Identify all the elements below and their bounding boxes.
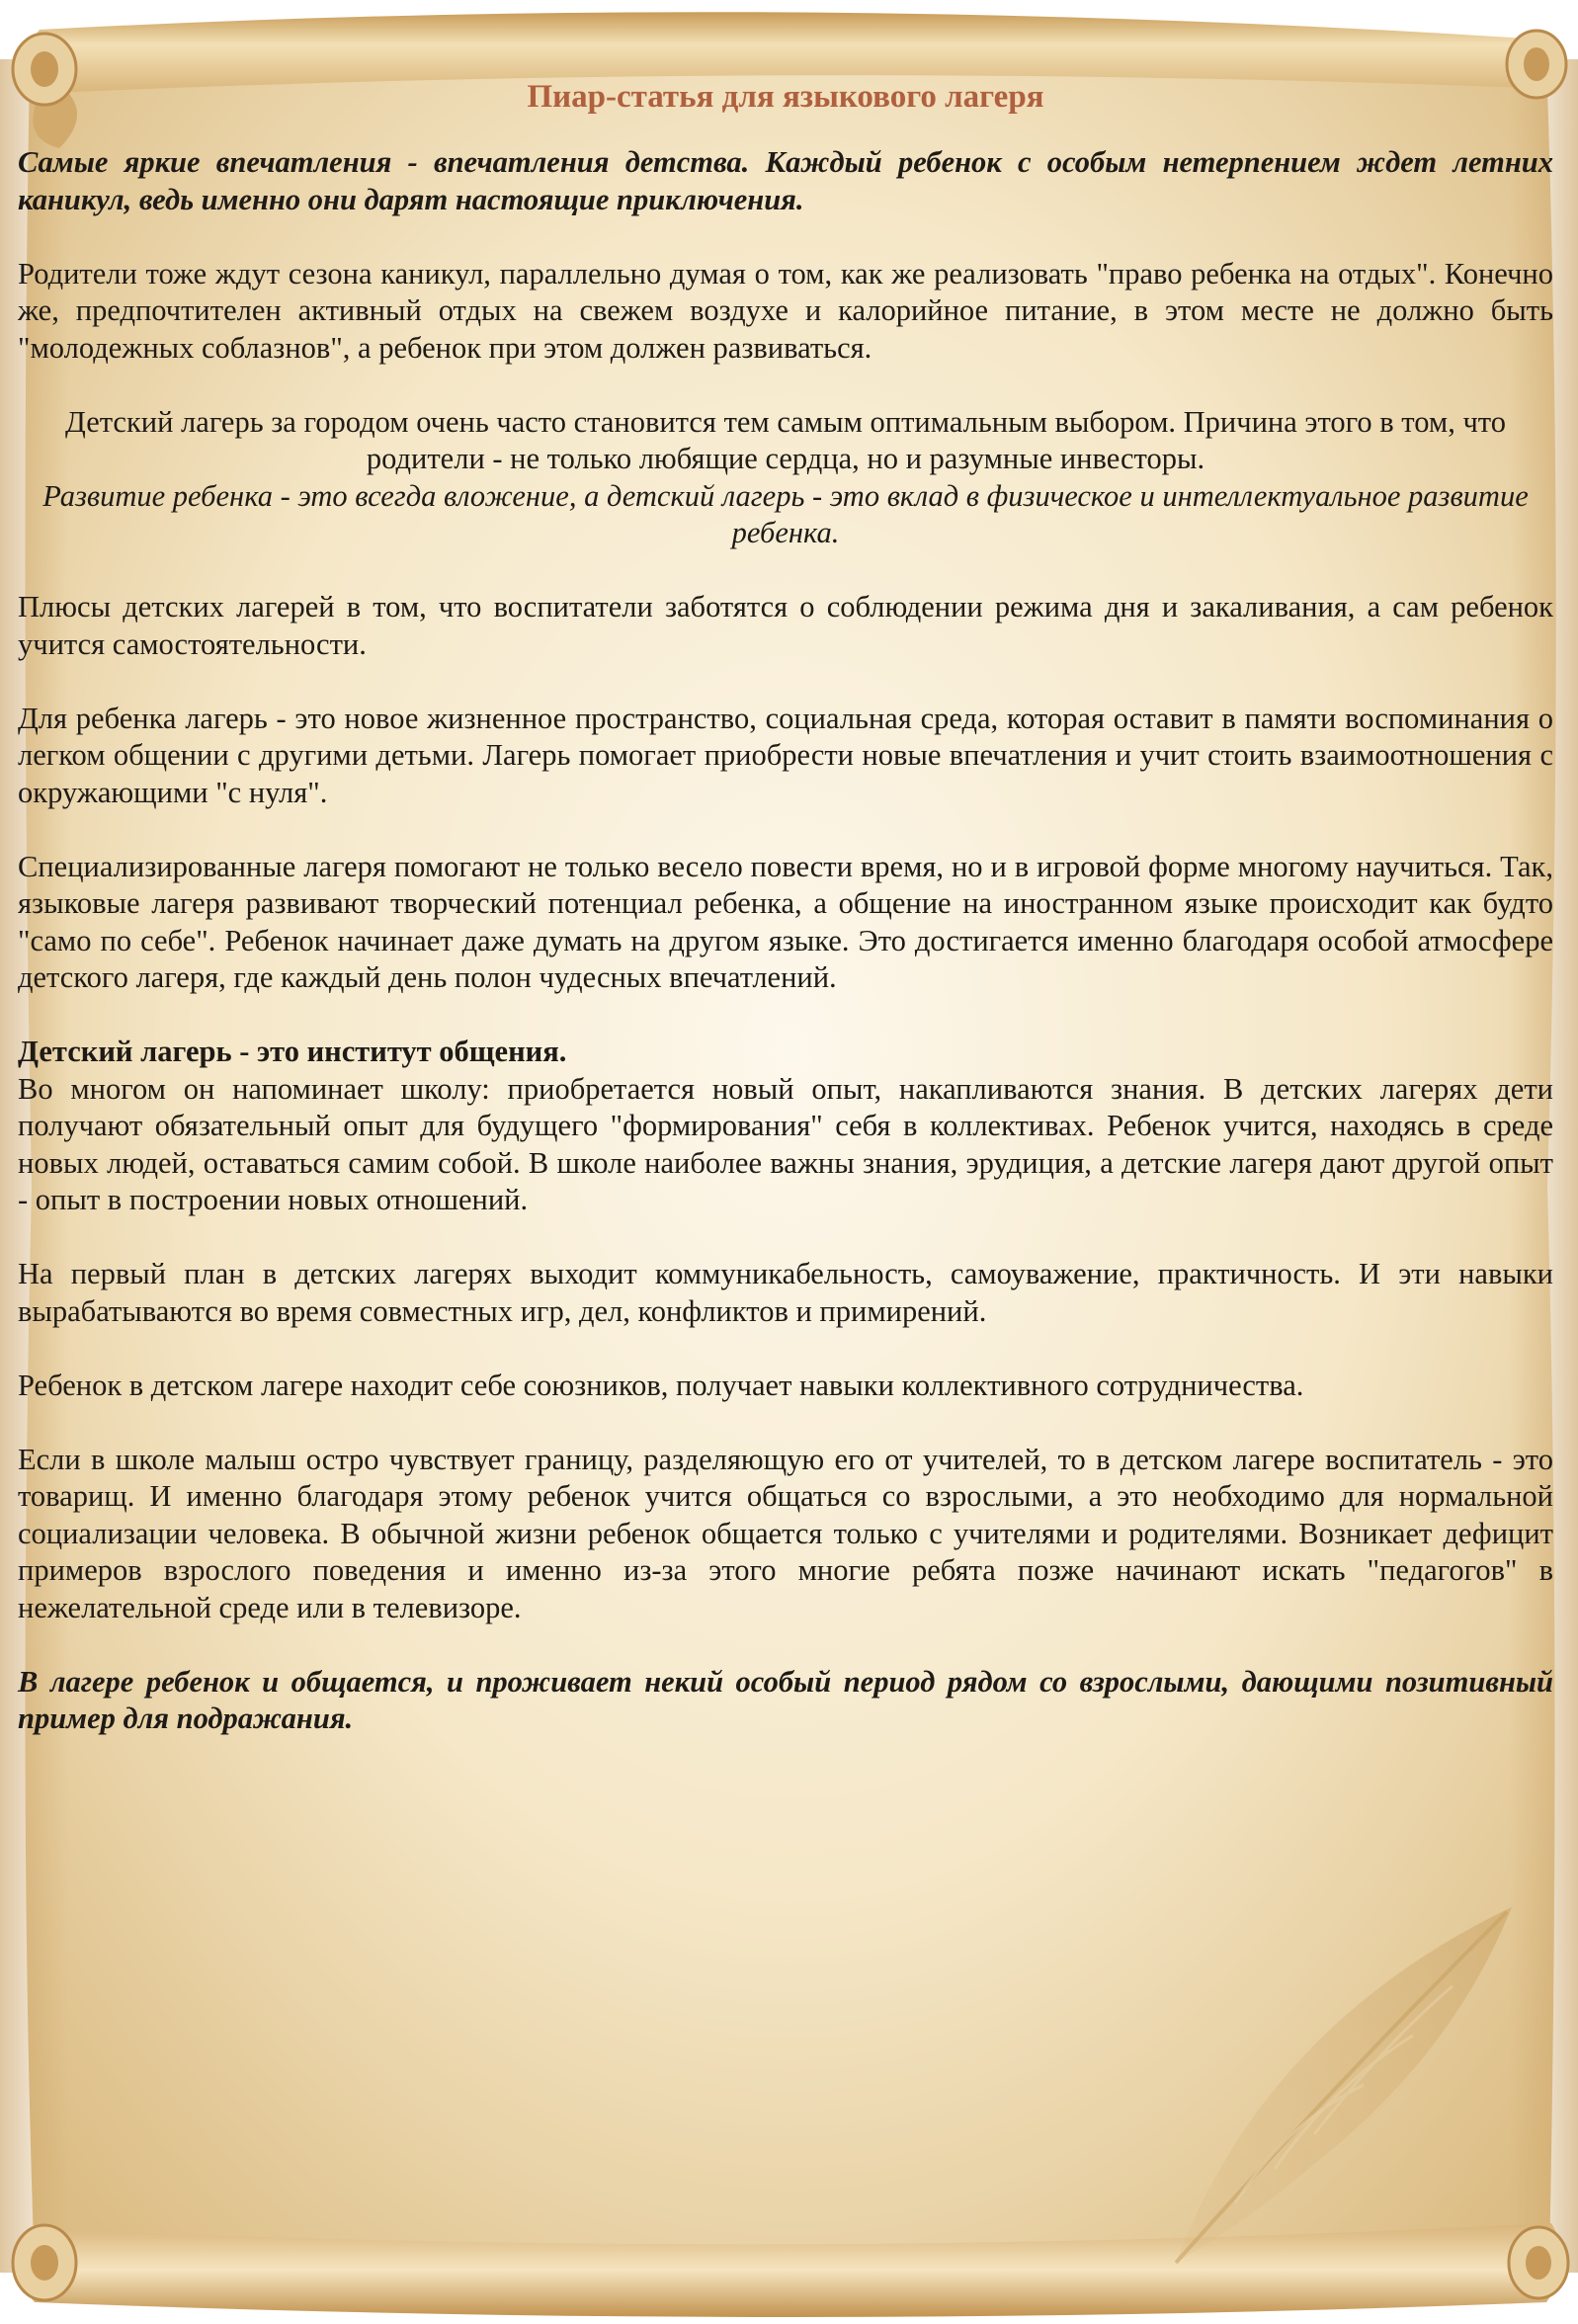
paragraph-investment: Развитие ребенка - это всегда вложение, а детский лагерь - это вклад в физическое и интеллектуальное развитие ребенка. [42,478,1529,549]
paragraph-school: Во многом он напоминает школу: приобретается новый опыт, накапливаются знания. В детских лагерях дети получают обязательный опыт для будущего "формирования" себя в коллективах. Ребенок учится, находясь в среде новых людей, оставаться самим собой. В школе наиболее важны знания, эрудиция, а детские лагеря дают другой опыт - опыт в построении новых отношений. [18,1071,1553,1216]
paragraph-institute-block [18,1034,1553,1219]
lead-paragraph: Самые яркие впечатления - впечатления детства. Каждый ребенок с особым нетерпением ждет летних каникул, ведь именно они дарят настоящие приключения. [18,145,1553,216]
paragraph-teachers: Если в школе малыш остро чувствует границу, разделяющую его от учителей, то в детском лагере воспитатель - это товарищ. И именно благодаря этому ребенок учится общаться со взрослыми, а это необходимо для нормальной социализации человека. В обычной жизни ребенок общается только с учителями и родителями. Возникает дефицит примеров взрослого поведения и именно из-за этого многие ребята позже начинают искать "педагогов" в нежелательной среде или в телевизоре. [18,1442,1553,1624]
paragraph-space: Для ребенка лагерь - это новое жизненное пространство, социальная среда, которая оставит в памяти воспоминания о легком общении с другими детьми. Лагерь помогает приобрести новые впечатления и учит стоить взаимоотношения с окружающими "с нуля". [18,701,1553,809]
page-title: Пиар-статья для языкового лагеря [527,79,1044,115]
paragraph-parents: Родители тоже ждут сезона каникул, параллельно думая о том, как же реализовать "право ребенка на отдых". Конечно же, предпочтителен активный отдых на свежем воздухе и калорийное питание, в этом месте не должно быть "молодежных соблазнов", а ребенок при этом должен развиваться. [18,256,1553,365]
paragraph-specialized: Специализированные лагеря помогают не только весело повести время, но и в игровой форме многому научиться. Так, языковые лагеря развивают творческий потенциал ребенка, а общение на иностранном языке происходит как будто "само по себе". Ребенок начинает даже думать на другом языке. Это достигается именно благодаря особой атмосфере детского лагеря, где каждый день полон чудесных впечатлений. [18,849,1553,994]
paragraph-allies: Ребенок в детском лагере находит себе союзников, получает навыки коллективного сотрудничества. [18,1368,1304,1402]
paragraph-choice: Детский лагерь за городом очень часто становится тем самым оптимальным выбором. Причина этого в том, что родители - не только любящие сердца, но и разумные инвесторы. [65,404,1506,475]
article [18,77,1553,1775]
closing-paragraph: В лагере ребенок и общается, и проживает некий особый период рядом со взрослыми, дающими позитивный пример для подражания. [18,1664,1553,1735]
paragraph-choice-block [18,404,1553,552]
paragraph-pluses: Плюсы детских лагерей в том, что воспитатели заботятся о соблюдении режима дня и закаливания, а сам ребенок учится самостоятельности. [18,590,1553,661]
heading-institute: Детский лагерь - это институт общения. [18,1035,567,1068]
paragraph-skills: На первый план в детских лагерях выходит коммуникабельность, самоуважение, практичность. И эти навыки вырабатываются во время совместных игр, дел, конфликтов и примирений. [18,1257,1553,1328]
